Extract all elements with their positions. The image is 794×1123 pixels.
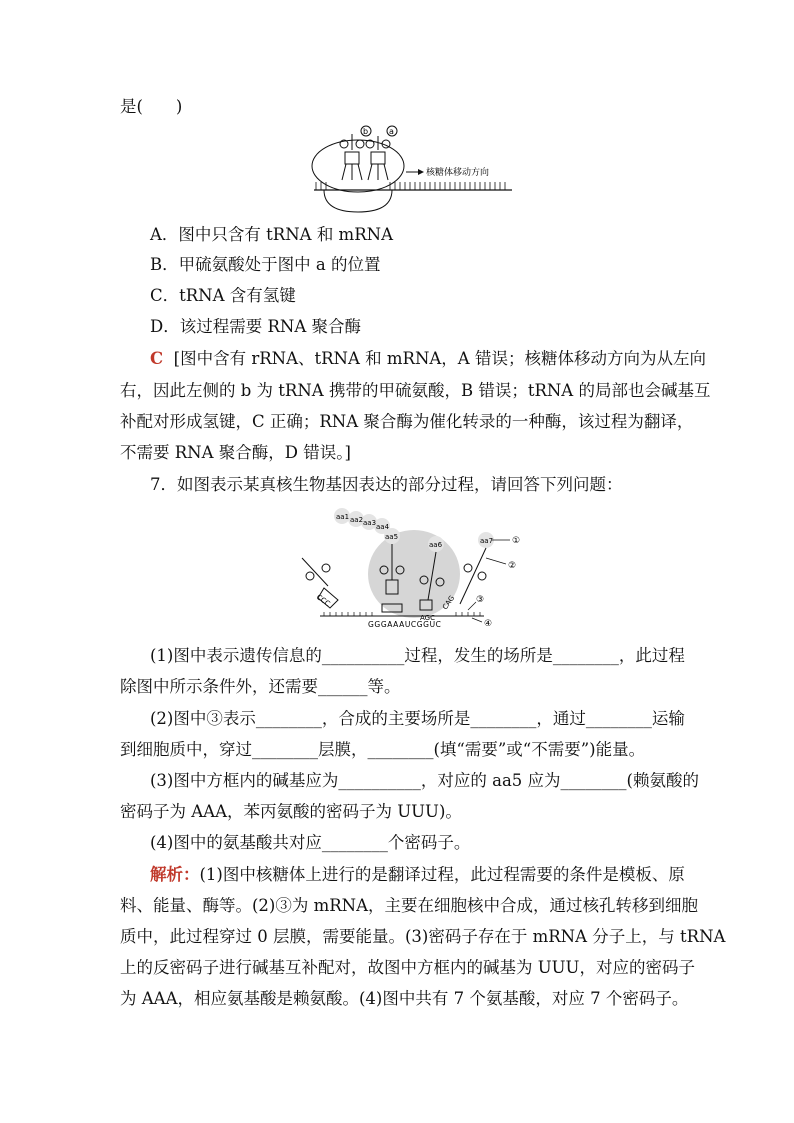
- aa5-label: aa5: [385, 533, 399, 541]
- q7-question-1a: (1)图中表示遗传信息的__________过程，发生的场所是________，此过程: [150, 646, 685, 665]
- aa3-label: aa3: [363, 519, 377, 527]
- q6-option-d: D．该过程需要 RNA 聚合酶: [150, 317, 361, 336]
- mark-4: ④: [484, 619, 493, 629]
- fig-mark-a: a: [389, 127, 394, 136]
- q7-stem: 7．如图表示某真核生物基因表达的部分过程，请回答下列问题：: [150, 475, 623, 494]
- mark-3: ③: [476, 595, 485, 605]
- gene-expression-figure: [296, 506, 532, 632]
- q6-option-b: B．甲硫氨酸处于图中 a 的位置: [150, 255, 381, 274]
- q7-question-2a: (2)图中③表示________，合成的主要场所是________，通过________运输: [150, 709, 685, 728]
- ribosome-direction-label: 核糖体移动方向: [426, 168, 490, 178]
- q7-analysis-line-4: 上的反密码子进行碱基互补配对，故图中方框内的碱基为 UUU，对应的密码子: [120, 958, 695, 977]
- q6-answer: C: [150, 349, 164, 368]
- q6-explanation-line-2: 右，因此左侧的 b 为 tRNA 携带的甲硫氨酸，B 错误；tRNA 的局部也会碱基互: [120, 381, 711, 400]
- mrna-sequence-label: GGGAAAUCGGUC: [368, 620, 442, 629]
- right-anticodon-label: CAG: [441, 594, 457, 612]
- q6-stem-tail: 是( ): [120, 97, 183, 116]
- aa1-label: aa1: [336, 513, 350, 521]
- q7-question-2b: 到细胞质中，穿过________层膜，________(填“需要”或“不需要”)能量。: [120, 740, 646, 759]
- q6-explanation-line-1: C [图中含有 rRNA、tRNA 和 mRNA，A 错误；核糖体移动方向为从左向: [150, 349, 706, 368]
- q7-question-4: (4)图中的氨基酸共对应________个密码子。: [150, 833, 471, 852]
- aa6-label: aa6: [429, 541, 443, 549]
- mark-1: ①: [512, 536, 521, 546]
- q7-question-3b: 密码子为 AAA，苯丙氨酸的密码子为 UUU)。: [120, 802, 462, 821]
- anticodon-agc-label: AGC: [420, 614, 435, 622]
- left-anticodon-label: CCC: [314, 593, 332, 609]
- q7-analysis-line-2: 料、能量、酶等。(2)③为 mRNA，主要在细胞核中合成，通过核孔转移到细胞: [120, 896, 699, 915]
- q6-option-c: C．tRNA 含有氢键: [150, 286, 296, 305]
- q6-explanation-line-3: 补配对形成氢键，C 正确；RNA 聚合酶为催化转录的一种酶，该过程为翻译，: [120, 412, 694, 431]
- q7-question-1b: 除图中所示条件外，还需要______等。: [120, 677, 401, 696]
- q7-question-3a: (3)图中方框内的碱基应为__________，对应的 aa5 应为________(赖氨酸的: [150, 771, 699, 790]
- mark-2: ②: [508, 561, 517, 571]
- aa4-label: aa4: [376, 523, 390, 531]
- aa2-label: aa2: [350, 516, 364, 524]
- q7-analysis-line-5: 为 AAA，相应氨基酸是赖氨酸。(4)图中共有 7 个氨基酸，对应 7 个密码子。: [120, 989, 689, 1008]
- aa7-label: aa7: [480, 537, 494, 545]
- q6-option-a: A．图中只含有 tRNA 和 mRNA: [150, 225, 393, 244]
- q6-explanation-line-4: 不需要 RNA 聚合酶，D 错误。]: [120, 443, 351, 462]
- fig-mark-b: b: [363, 127, 369, 136]
- q7-analysis-line-1: 解析：(1)图中核糖体上进行的是翻译过程，此过程需要的条件是模板、原: [150, 865, 685, 884]
- q7-analysis-line-3: 质中，此过程穿过 0 层膜，需要能量。(3)密码子存在于 mRNA 分子上，与 tRNA: [120, 927, 726, 946]
- ribosome-translation-figure: [300, 122, 520, 214]
- analysis-label: 解析：: [150, 865, 200, 884]
